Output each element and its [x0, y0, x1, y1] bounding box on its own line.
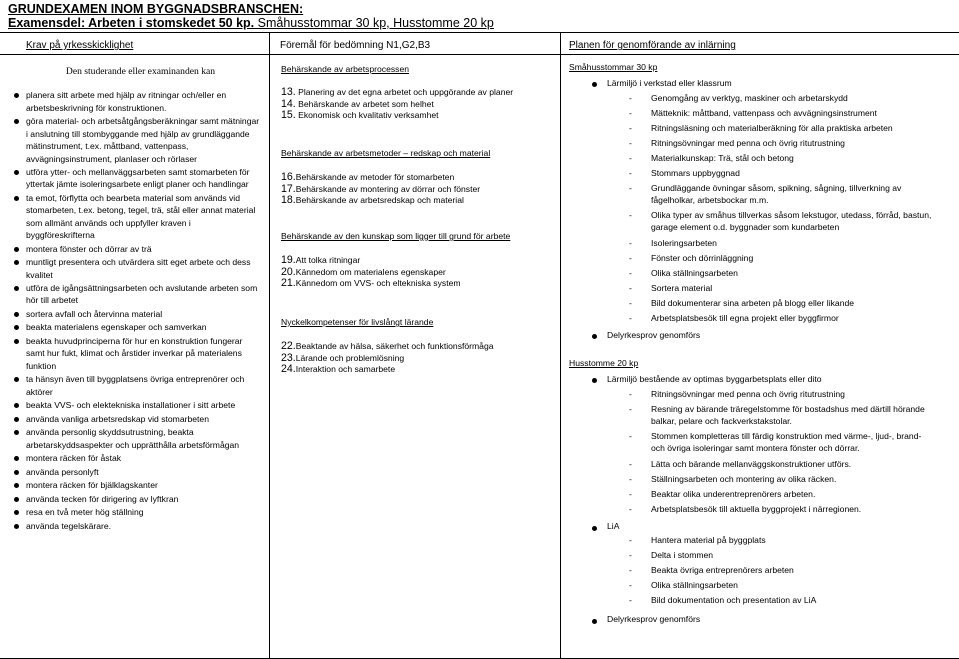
plan-activity: balkar, pelare och fackverkstakstolar.: [651, 416, 792, 426]
criterion-number: 21.: [281, 277, 296, 289]
assessment-criterion: [281, 364, 395, 375]
assessment-criterion: [281, 195, 464, 206]
plan-activity: Arbetsplatsbesök till aktuella byggprojekt i närregionen.: [651, 504, 862, 514]
dash-icon: -: [629, 93, 632, 103]
column-header-requirements: Krav på yrkesskicklighet: [26, 40, 134, 51]
plan-activity: Stommen kompletteras till färdig konstruktion med värme-, ljud-, brand-: [651, 431, 922, 441]
assessment-section-title: Behärskande av arbetsprocessen: [281, 64, 410, 74]
requirement-item: använda tegelskärare.: [26, 520, 261, 532]
plan-activity: Fönster och dörrinläggning: [651, 253, 754, 263]
plan-activity: Olika typer av småhus tillverkas såsom lekstugor, utedass, förråd, bastun,: [651, 210, 932, 220]
assessment-criterion: [281, 99, 434, 110]
partial-exam-note: Delyrkesprov genomförs: [607, 614, 701, 624]
assessment-criterion: [281, 255, 360, 266]
plan-activity: Bild dokumentation och presentation av LiA: [651, 595, 817, 605]
plan-activity: Stommars uppbyggnad: [651, 168, 740, 178]
criterion-text: Planering av det egna arbetet och uppgörande av planer: [295, 87, 514, 97]
assessment-criterion: [281, 341, 494, 352]
dash-icon: -: [629, 535, 632, 545]
requirement-item: montera fönster och dörrar av trä: [26, 243, 261, 255]
criterion-text: Beaktande av hälsa, säkerhet och funktionsförmåga: [295, 341, 494, 351]
dash-icon: -: [629, 153, 632, 163]
plan-activity: Sortera material: [651, 283, 713, 293]
criterion-number: 17.: [281, 182, 296, 195]
assessment-section-title: Nyckelkompetenser för livslångt lärande: [281, 317, 434, 327]
plan-activity: fågelholkar, arbetsbockar m.m.: [651, 195, 769, 205]
plan-activity: Beakta övriga entreprenörers arbeten: [651, 565, 794, 575]
requirement-item: ta emot, förflytta och bearbeta material som används vid stomarbeten, t.ex. betong, tegel, trä, stål eller annat material som allmänt används och uppfyller kraven i byggföreskrifterna: [26, 192, 261, 242]
criterion-text: Lärande och problemlösning: [295, 352, 405, 363]
requirement-item: beakta materialens egenskaper och samverkan: [26, 321, 261, 333]
criterion-text: Behärskande av arbetsredskap och material: [295, 195, 464, 205]
plan-activity: Lätta och bärande mellanväggskonstruktioner utförs.: [651, 459, 852, 469]
column-header-assessment: Föremål för bedömning N1,G2,B3: [280, 40, 431, 51]
dash-icon: -: [629, 404, 632, 414]
dash-icon: -: [629, 580, 632, 590]
plan-activity: Hantera material på byggplats: [651, 535, 766, 545]
criterion-text: Kännedom om VVS- och eltekniska system: [295, 278, 461, 288]
dash-icon: -: [629, 210, 632, 220]
criterion-number: 24.: [281, 363, 296, 375]
dash-icon: -: [629, 253, 632, 263]
plan-activity: Grundläggande övningar såsom, spikning, sågning, tillverkning av: [651, 183, 902, 193]
header-row-border: [0, 54, 959, 55]
assessment-section-title: Behärskande av den kunskap som ligger till grund för arbete: [281, 231, 511, 241]
plan-activity: Beaktar olika underentreprenörers arbeten.: [651, 489, 816, 499]
criterion-text: Behärskande av montering av dörrar och fönster: [295, 183, 481, 194]
requirement-item: resa en två meter hög ställning: [26, 506, 261, 518]
partial-exam-note: Delyrkesprov genomförs: [607, 330, 701, 340]
requirement-item: använda tecken för dirigering av lyftkran: [26, 493, 261, 505]
criterion-text: Kännedom om materialens egenskaper: [295, 266, 446, 277]
requirements-intro: Den studerande eller examinanden kan: [65, 66, 216, 77]
dash-icon: -: [629, 489, 632, 499]
plan-activity: Materialkunskap: Trä, stål och betong: [651, 153, 794, 163]
dash-icon: -: [629, 550, 632, 560]
criterion-number: 19.: [281, 254, 296, 266]
requirement-item: beakta huvudprinciperna för hur en konstruktion fungerar samt hur fukt, klimat och årstider inverkar på materialens funktion: [26, 335, 261, 372]
plan-activity: Olika ställningsarbeten: [651, 268, 738, 278]
requirement-item: använda personlig skyddsutrustning, beakta arbetarskyddsaspekter och upprätthålla arbetsförmågan: [26, 426, 261, 451]
dash-icon: -: [629, 474, 632, 484]
requirement-item: sortera avfall och återvinna material: [26, 308, 261, 320]
assessment-section-title: Behärskande av arbetsmetoder – redskap och material: [281, 148, 491, 158]
dash-icon: -: [629, 298, 632, 308]
column-divider-1: [269, 32, 270, 659]
assessment-criterion: [281, 353, 404, 364]
bullet-icon: [592, 378, 597, 383]
dash-icon: -: [629, 183, 632, 193]
plan-activity: Olika ställningsarbeten: [651, 580, 738, 590]
requirement-item: montera räcken för bjälklagskanter: [26, 479, 261, 491]
plan-activity: Isoleringsarbeten: [651, 238, 717, 248]
section-title-husstomme: Husstomme 20 kp: [569, 358, 639, 368]
exam-parts-detail: Småhusstommar 30 kp, Husstomme 20 kp: [254, 16, 494, 30]
requirement-item: göra material- och arbetsåtgångsberäkningar samt mätningar i anslutning till stombyggande med hjälp av grundläggande mätinstrument, t.ex. måttband, vattenpass, avvägningsinstrument, planlaser och rörlaser: [26, 116, 260, 164]
assessment-section: [281, 148, 491, 206]
dash-icon: -: [629, 431, 632, 441]
criterion-number: 14.: [281, 97, 296, 110]
plan-activity: Resning av bärande träregelstomme för bostadshus med därtill hörande: [651, 404, 925, 414]
bullet-icon: [592, 82, 597, 87]
bullet-icon: [592, 526, 597, 531]
bullet-icon: [592, 619, 597, 624]
lia-label: LiA: [607, 521, 620, 531]
plan-activity: garage element o.d. byggnader som kundarbeten: [651, 222, 840, 232]
criterion-text: Att tolka ritningar: [295, 255, 361, 265]
requirement-item: använda vanliga arbetsredskap vid stomarbeten: [26, 413, 261, 425]
criterion-number: 23.: [281, 351, 296, 364]
learning-environment-label: Lärmiljö i verkstad eller klassrum: [607, 78, 732, 88]
requirement-item: utföra ytter- och mellanväggsarbeten samt stomarbeten för yttertak jämte isoleringsarbete enligt planer och handlingar: [26, 166, 261, 191]
assessment-section: [281, 64, 514, 121]
plan-activity: och övriga isoleringar samt montera fönster och dörrar.: [651, 443, 860, 453]
criterion-number: 20.: [281, 265, 296, 278]
criterion-number: 16.: [281, 171, 296, 183]
bullet-icon: [592, 334, 597, 339]
plan-activity: Bild dokumenterar sina arbeten på blogg eller likande: [651, 298, 855, 308]
table-top-border: [0, 32, 959, 33]
requirement-item: använda personlyft: [26, 466, 261, 478]
assessment-criterion: [281, 172, 454, 183]
plan-activity: Arbetsplatsbesök till egna projekt eller byggfirmor: [651, 313, 839, 323]
plan-activity: Ställningsarbeten och montering av olika räcken.: [651, 474, 837, 484]
plan-activity: Genomgång av verktyg, maskiner och arbetarskydd: [651, 93, 848, 103]
column-divider-2: [560, 32, 561, 659]
plan-activity: Mätteknik: måttband, vattenpass och avvägningsinstrument: [651, 108, 877, 118]
requirement-item: planera sitt arbete med hjälp av ritningar och/eller en arbetsbeskrivning för konstruktionen.: [26, 89, 261, 114]
dash-icon: -: [629, 168, 632, 178]
requirement-item: utföra de igångsättningsarbeten och avslutande arbeten som hör till arbetet: [26, 282, 261, 307]
assessment-criterion: [281, 267, 446, 278]
assessment-criterion: [281, 278, 461, 289]
requirement-item: montera räcken för åstak: [26, 452, 261, 464]
dash-icon: -: [629, 123, 632, 133]
dash-icon: -: [629, 313, 632, 323]
requirement-item: muntligt presentera och utvärdera sitt eget arbete och dess kvalitet: [26, 256, 261, 281]
criterion-number: 13.: [281, 86, 296, 98]
plan-activity: Ritningsläsning och materialberäkning för alla praktiska arbeten: [651, 123, 893, 133]
dash-icon: -: [629, 595, 632, 605]
dash-icon: -: [629, 138, 632, 148]
criterion-text: Behärskande av metoder för stomarbeten: [295, 172, 455, 182]
assessment-section: [281, 317, 494, 375]
requirement-item: ta hänsyn även till byggplatsens övriga entreprenörer och aktörer: [26, 373, 261, 398]
assessment-criterion: [281, 110, 439, 121]
dash-icon: -: [629, 268, 632, 278]
document-title: GRUNDEXAMEN INOM BYGGNADSBRANSCHEN:: [8, 2, 304, 16]
section-title-smahus: Småhusstommar 30 kp: [569, 62, 658, 72]
assessment-section: [281, 231, 511, 289]
dash-icon: -: [629, 565, 632, 575]
dash-icon: -: [629, 238, 632, 248]
plan-activity: Ritningsövningar med penna och övrig ritutrustning: [651, 138, 845, 148]
document-subtitle: [8, 16, 494, 30]
requirement-item: beakta VVS- och elektekniska installationer i sitt arbete: [26, 399, 261, 411]
plan-activity: Delta i stommen: [651, 550, 714, 560]
dash-icon: -: [629, 389, 632, 399]
requirements-list: [26, 89, 261, 532]
criterion-number: 22.: [281, 340, 296, 352]
dash-icon: -: [629, 283, 632, 293]
criterion-number: 15.: [281, 109, 296, 121]
criterion-text: Ekonomisk och kvalitativ verksamhet: [295, 110, 439, 120]
dash-icon: -: [629, 459, 632, 469]
criterion-number: 18.: [281, 194, 296, 206]
criterion-text: Interaktion och samarbete: [295, 364, 396, 374]
learning-environment-label: Lärmiljö bestående av optimas byggarbetsplats eller dito: [607, 374, 822, 384]
requirements-column: [26, 66, 261, 533]
column-header-plan: Planen för genomförande av inlärning: [569, 40, 736, 51]
dash-icon: -: [629, 108, 632, 118]
plan-activity: Ritningsövningar med penna och övrig ritutrustning: [651, 389, 845, 399]
criterion-text: Behärskande av arbetet som helhet: [295, 98, 434, 109]
dash-icon: -: [629, 504, 632, 514]
exam-part: Examensdel: Arbeten i stomskedet 50 kp.: [8, 16, 255, 30]
assessment-criterion: [281, 87, 513, 98]
assessment-criterion: [281, 184, 480, 195]
